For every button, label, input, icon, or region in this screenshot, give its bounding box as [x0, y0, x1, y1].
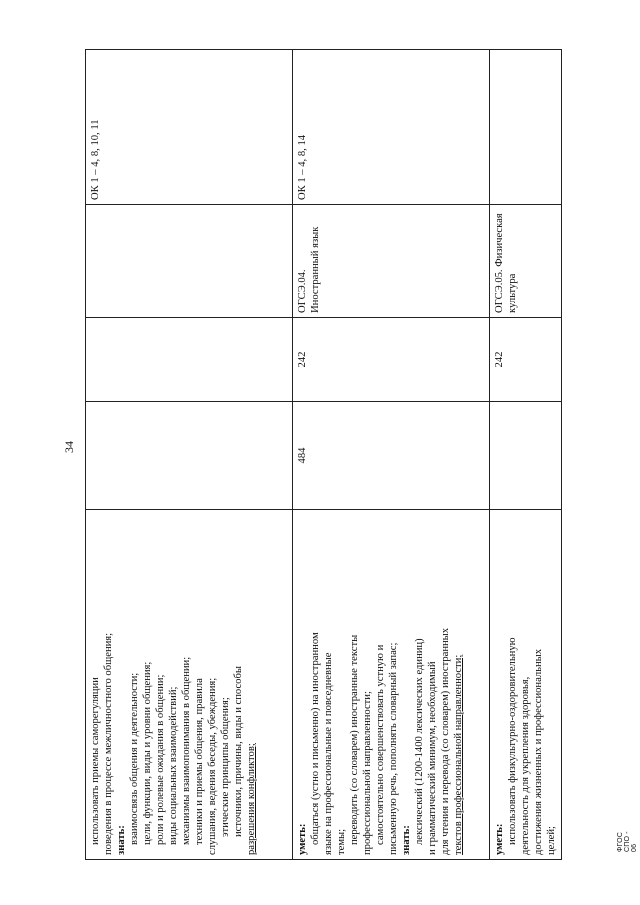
- table-row: [86, 50, 293, 860]
- table-row: [293, 50, 490, 860]
- content-line: слушания, ведения беседы, убеждения;: [207, 677, 218, 855]
- content-line: использовать приемы саморегуляции: [90, 677, 101, 845]
- content-line: целей;: [546, 826, 557, 855]
- study-hours-cell: [86, 318, 293, 402]
- content-line: профессиональной направленности;: [362, 691, 373, 855]
- content-line: виды социальных взаимодействий;: [168, 686, 179, 845]
- content-line: и грамматический минимум, необходимый: [427, 661, 438, 855]
- content-line: темы;: [336, 828, 347, 855]
- max-hours-cell: [86, 402, 293, 510]
- content-line: поведения в процессе межличностного общения;: [103, 632, 114, 855]
- content-cell: [293, 510, 490, 860]
- discipline-cell: [86, 205, 293, 318]
- content-line: лексический (1200-1400 лексических единиц): [414, 638, 425, 845]
- content-line: письменную речь, пополнять словарный запас;: [388, 642, 399, 855]
- content-line: разрешения конфликтов;: [246, 743, 257, 855]
- content-line: языке на профессиональные и повседневные: [323, 652, 334, 855]
- content-line: источники, причины, виды и способы: [233, 666, 244, 837]
- table-row: [490, 50, 562, 860]
- max-hours-cell: [490, 402, 562, 510]
- content-line: достижения жизненных и профессиональных: [533, 648, 544, 855]
- content-line: роли и ролевые ожидания в общении;: [155, 674, 166, 845]
- content-line: текстов профессиональной направленности;: [453, 654, 464, 855]
- content-line: самостоятельно совершенствовать устную и: [375, 644, 386, 845]
- content-line: уметь:: [494, 823, 505, 855]
- content-line: знать:: [401, 825, 412, 855]
- content-line: механизмы взаимопонимания в общении;: [181, 656, 192, 845]
- curriculum-table: [85, 49, 562, 860]
- content-line: взаимосвязь общения и деятельности;: [129, 672, 140, 845]
- max-hours-cell: 484: [293, 402, 490, 510]
- study-hours-cell: 242: [490, 318, 562, 402]
- page-number: 34: [62, 441, 76, 453]
- content-line: использовать физкультурно-оздоровительную: [507, 637, 518, 845]
- competencies-cell: ОК 1 – 4, 8, 10, 11: [86, 50, 293, 205]
- content-line: техники и приемы общения, правила: [194, 678, 205, 845]
- content-line: уметь:: [297, 823, 308, 855]
- footer-label: ФГОС СПО - 06: [617, 831, 638, 852]
- content-cell: [86, 510, 293, 860]
- competencies-cell: ОК 1 – 4, 8, 14: [293, 50, 490, 205]
- content-line: общаться (устно и письменно) на иностранном: [310, 632, 321, 845]
- content-line: знать:: [116, 825, 127, 855]
- study-hours-cell: 242: [293, 318, 490, 402]
- discipline-cell: ОГСЭ.05. Физическая культура: [490, 205, 562, 318]
- discipline-cell: ОГСЭ.04. Иностранный язык: [293, 205, 490, 318]
- content-line: для чтения и перевода (со словарем) иностранных: [440, 627, 451, 855]
- content-line: переводить (со словарем) иностранные тексты: [349, 634, 360, 845]
- content-line: цели, функции, виды и уровни общения;: [142, 661, 153, 845]
- content-line: деятельность для укрепления здоровья,: [520, 676, 531, 855]
- curriculum-table-wrapper: [85, 50, 557, 860]
- competencies-cell: [490, 50, 562, 205]
- content-cell: [490, 510, 562, 860]
- content-line: этические принципы общения;: [220, 697, 231, 837]
